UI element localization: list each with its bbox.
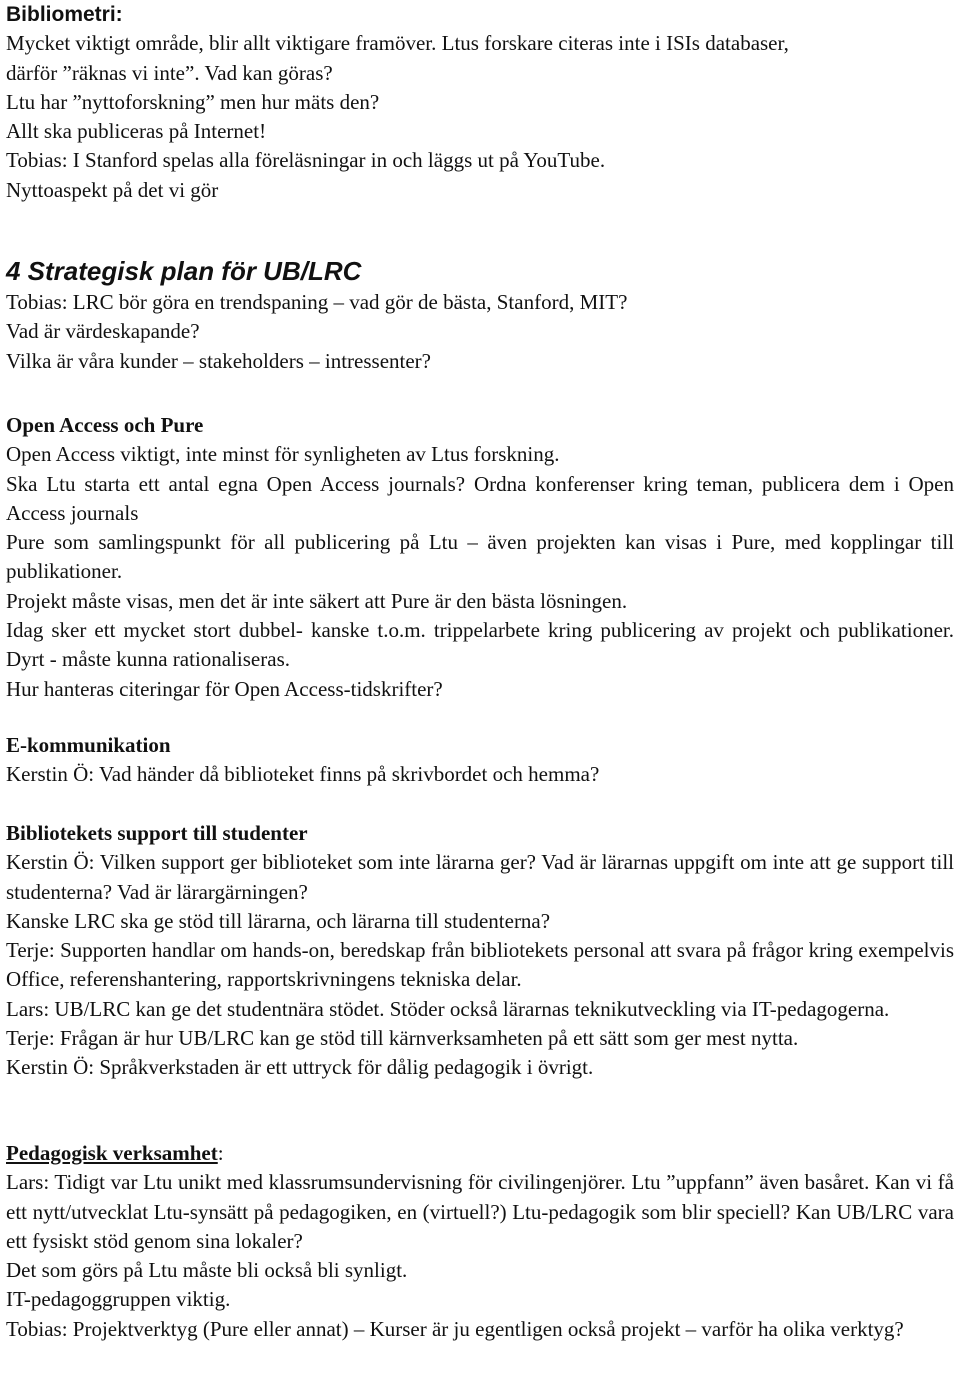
paragraph: IT-pedagoggruppen viktig. [6,1287,231,1312]
text-line: Vilka är våra kunder – stakeholders – intressenter? [6,348,431,373]
paragraph: Terje: Supporten handlar om hands-on, beredskap från bibliotekets personal att svara på frågor kring exempelvis Office, referenshantering, rapportskrivningens tekniska delar. [6,938,954,992]
text-line: Mycket viktigt område, blir allt viktigare framöver. Ltus forskare citeras inte i ISIs databaser, [6,31,789,56]
paragraph: Hur hanteras citeringar för Open Access-tidskrifter? [6,676,443,701]
text-line: Tobias: I Stanford spelas alla föreläsningar in och läggs ut på YouTube. [6,148,606,173]
section-heading-strategisk-plan: 4 Strategisk plan för UB/LRC [6,256,362,286]
section-heading-e-kommunikation: E-kommunikation [6,733,171,757]
section-heading-open-access: Open Access och Pure [6,413,204,437]
section-strategisk-plan [6,254,956,376]
paragraph: Idag sker ett mycket stort dubbel- kanske t.o.m. trippelarbete kring publicering av projekt och publikationer. Dyrt - måste kunna rationaliseras. [6,618,954,672]
section-bibliotekets-support [6,819,956,1083]
section-heading-text: Pedagogisk verksamhet [6,1141,218,1165]
text-line: Tobias: LRC bör göra en trendspaning – vad gör de bästa, Stanford, MIT? [6,290,628,314]
paragraph: Kerstin Ö: Vilken support ger biblioteket som inte lärarna ger? Vad är lärarnas uppgift om inte att ge support till studenterna? Vad är lärargärningen? [6,850,954,904]
text-line: Allt ska publiceras på Internet! [6,119,267,144]
section-pedagogisk-verksamhet [6,1139,956,1344]
paragraph: Open Access viktigt, inte minst för synligheten av Ltus forskning. [6,442,560,467]
text-line: Ltu har ”nyttoforskning” men hur mäts den? [6,89,380,114]
paragraph: Det som görs på Ltu måste bli också bli synligt. [6,1258,408,1283]
section-heading-bibliotekets-support: Bibliotekets support till studenter [6,821,308,845]
paragraph: Kanske LRC ska ge stöd till lärarna, och lärarna till studenterna? [6,908,551,933]
paragraph: Projekt måste visas, men det är inte säkert att Pure är den bästa lösningen. [6,588,628,613]
paragraph: Kerstin Ö: Språkverkstaden är ett uttryck för dålig pedagogik i övrigt. [6,1055,594,1080]
paragraph: Pure som samlingspunkt för all publicering på Ltu – även projekten kan visas i Pure, med kopplingar till publikationer. [6,530,954,584]
section-e-kommunikation [6,731,956,790]
paragraph: Kerstin Ö: Vad händer då biblioteket finns på skrivbordet och hemma? [6,762,600,787]
text-line: därför ”räknas vi inte”. Vad kan göras? [6,60,333,85]
paragraph: Lars: Tidigt var Ltu unikt med klassrumsundervisning för civilingenjörer. Ltu ”uppfann” även basåret. Kan vi få ett nytt/utvecklat Ltu-synsätt på pedagogiken, en (virtuell?) Ltu-pedagogik som blir speciell? Kan UB/LRC vara ett fysiskt stöd genom sina lokaler? [6,1170,954,1253]
section-bibliometri [6,0,956,205]
text-line: Vad är värdeskapande? [6,319,200,344]
section-heading-pedagogisk-verksamhet [6,1139,956,1168]
text-line: Nyttoaspekt på det vi gör [6,177,219,202]
paragraph: Ska Ltu starta ett antal egna Open Access journals? Ordna konferenser kring teman, publicera dem i Open Access journals [6,471,954,525]
section-open-access [6,411,956,704]
section-heading-bibliometri: Bibliometri: [6,3,123,26]
section-heading-colon: : [217,1141,224,1165]
paragraph: Lars: UB/LRC kan ge det studentnära stödet. Stöder också lärarnas teknikutveckling via IT-pedagogerna. [6,996,890,1021]
paragraph: Tobias: Projektverktyg (Pure eller annat) – Kurser är ju egentligen också projekt – varför ha olika verktyg? [6,1316,904,1341]
paragraph: Terje: Frågan är hur UB/LRC kan ge stöd till kärnverksamheten på ett sätt som ger mest nytta. [6,1026,799,1051]
